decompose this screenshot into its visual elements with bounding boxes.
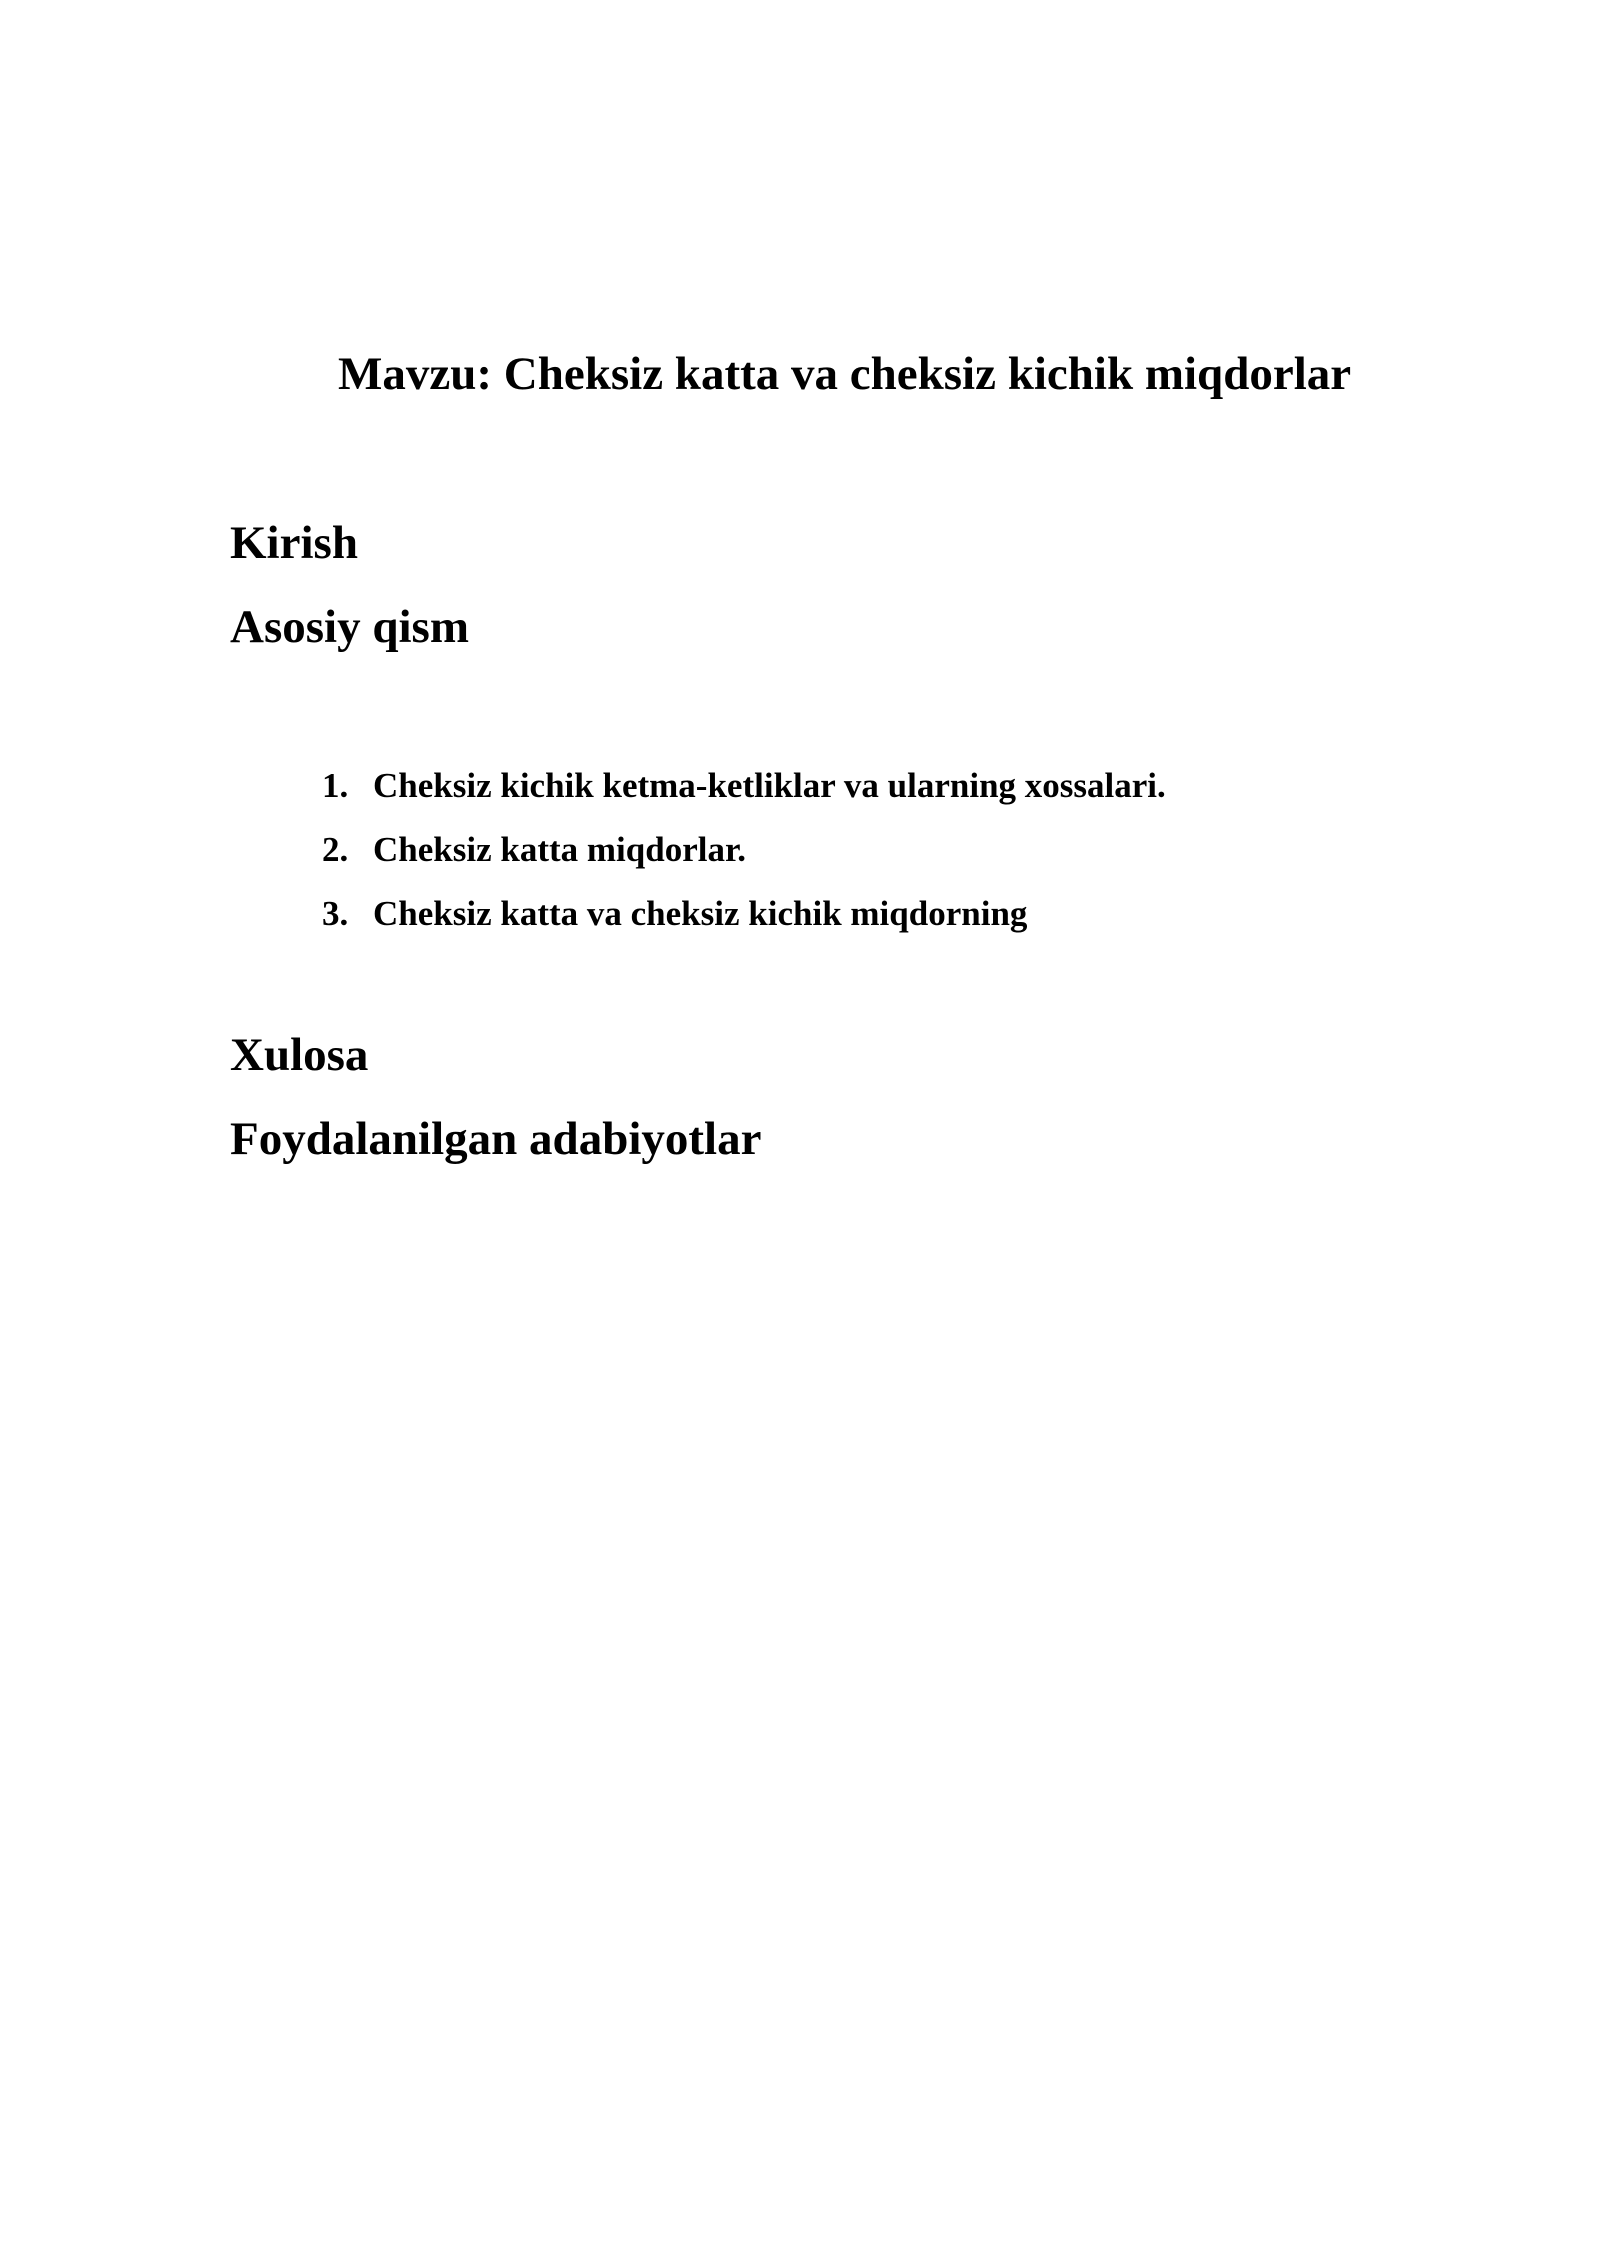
list-item bbox=[322, 765, 1166, 829]
section-heading-conclusion: Xulosa bbox=[230, 1029, 369, 1081]
list-item bbox=[322, 893, 1166, 957]
list-item bbox=[322, 829, 1166, 893]
section-heading-main: Asosiy qism bbox=[230, 601, 469, 653]
list-item-text: Cheksiz katta miqdorlar. bbox=[373, 830, 747, 869]
document-title: Mavzu: Cheksiz katta va cheksiz kichik miqdorlar bbox=[338, 348, 1352, 400]
list-item-text: Cheksiz kichik ketma-ketliklar va ularning xossalari. bbox=[373, 766, 1166, 805]
section-heading-intro: Kirish bbox=[230, 517, 358, 569]
main-part-list bbox=[322, 765, 1166, 957]
list-item-number: 3. bbox=[322, 894, 349, 933]
list-item-text: Cheksiz katta va cheksiz kichik miqdorning bbox=[373, 894, 1028, 933]
list-item-number: 1. bbox=[322, 766, 349, 805]
section-heading-references: Foydalanilgan adabiyotlar bbox=[230, 1113, 762, 1165]
list-item-number: 2. bbox=[322, 830, 349, 869]
